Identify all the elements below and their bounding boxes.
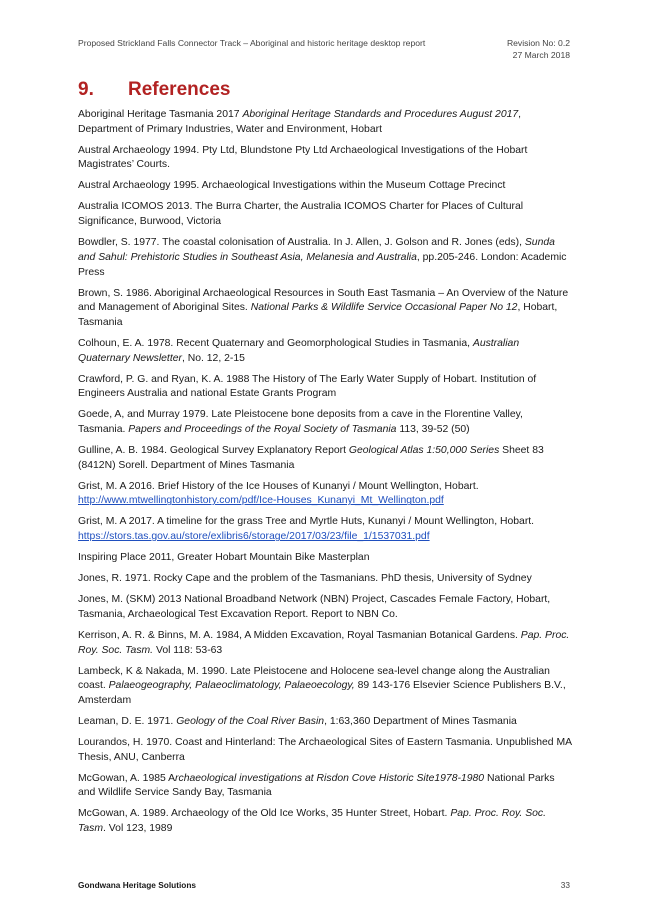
reference-entry	[78, 179, 572, 194]
reference-entry	[78, 629, 572, 658]
reference-text: National Parks and Wildlife Service Sandy Bay, Tasmania	[78, 772, 555, 799]
reference-entry	[78, 572, 572, 587]
reference-text: Australia ICOMOS 2013. The Burra Charter, the Australia ICOMOS Charter for Places of Cultural Significance, Burwood, Victoria	[78, 201, 524, 228]
reference-text: McGowan, A. 1985 A	[78, 772, 176, 784]
reference-text: , No. 12, 2-15	[181, 352, 245, 364]
reference-entry	[78, 287, 572, 331]
footer-company: Gondwana Heritage Solutions	[78, 880, 197, 890]
footer-page-number: 33	[560, 880, 570, 890]
reference-entry	[78, 373, 572, 402]
reference-italic-title: Pap. Proc. Roy. Soc. Tasm.	[78, 629, 570, 656]
reference-text: Austral Archaeology 1995. Archaeological Investigations within the Museum Cottage Precinct	[78, 180, 506, 192]
reference-text: Lourandos, H. 1970. Coast and Hinterland: The Archaeological Sites of Eastern Tasmania. Unpublished MA Thesis, ANU, Canberra	[78, 736, 572, 763]
reference-entry	[78, 236, 572, 280]
reference-text: Sheet 83 (8412N) Sorell. Department of Mines Tasmania	[78, 445, 544, 471]
reference-italic-title: Geology of the Coal River Basin	[176, 715, 325, 727]
reference-italic-title: Sunda and Sahul: Prehistoric Studies in Southeast Asia, Melanesia and Australia	[78, 237, 555, 263]
reference-text: Crawford, P. G. and Ryan, K. A. 1988 The History of The Early Water Supply of Hobart. Institution of Engineers Australia and national Estate Grants Program	[78, 373, 537, 400]
reference-text: Goede, A, and Murray 1979. Late Pleistocene bone deposits from a cave in the Florentine Valley, Tasmania.	[78, 409, 523, 436]
reference-link[interactable]: http://www.mtwellingtonhistory.com/pdf/Ice-Houses_Kunanyi_Mt_Wellington.pdf	[78, 495, 444, 507]
reference-entry	[78, 551, 572, 566]
reference-text: Grist, M. A 2016. Brief History of the Ice Houses of Kunanyi / Mount Wellington, Hobart.	[78, 480, 479, 492]
reference-text: , pp.205-246. London: Academic Press	[78, 251, 567, 278]
section-heading	[78, 79, 230, 101]
reference-text: . Vol 123, 1989	[103, 823, 173, 835]
reference-italic-title: Pap. Proc. Roy. Soc. Tasm	[78, 808, 546, 835]
section-title: References	[128, 79, 231, 100]
revision-number: Revision No: 0.2	[506, 38, 570, 48]
reference-entry	[78, 144, 572, 173]
reference-italic-title: rchaeological investigations at Risdon Cove Historic Site1978-1980	[175, 772, 485, 784]
reference-italic-title: Palaeogeography, Palaeoclimatology, Palaeoecology,	[108, 680, 355, 692]
reference-entry	[78, 807, 572, 836]
reference-text: Grist, M. A 2017. A timeline for the grass Tree and Myrtle Huts, Kunanyi / Mount Wellington, Hobart.	[78, 516, 535, 528]
reference-entry	[78, 736, 572, 765]
reference-entry	[78, 480, 572, 509]
reference-italic-title: National Parks & Wildlife Service Occasional Paper No 12	[250, 302, 518, 314]
section-number: 9.	[78, 79, 94, 100]
reference-link[interactable]: https://stors.tas.gov.au/store/exlibris6/storage/2017/03/23/file_1/1537031.pdf	[78, 531, 430, 543]
reference-entry	[78, 665, 572, 709]
reference-entry	[78, 715, 572, 730]
reference-text: Austral Archaeology 1994. Pty Ltd, Blundstone Pty Ltd Archaeological Investigations of the Hobart Magistrates’ Courts.	[78, 144, 528, 171]
reference-text: 113, 39-52 (50)	[396, 424, 470, 436]
reference-italic-title: Papers and Proceedings of the Royal Society of Tasmania	[128, 424, 397, 436]
reference-text: Jones, M. (SKM) 2013 National Broadband Network (NBN) Project, Cascades Female Factory, Hobart, Tasmania, Archaeological Test Excavation Report. Report to NBN Co.	[78, 594, 551, 620]
reference-entry	[78, 444, 572, 473]
reference-entry	[78, 515, 572, 544]
reference-text: Vol 118: 53-63	[153, 644, 223, 656]
reference-text: Aboriginal Heritage Tasmania 2017	[78, 109, 243, 120]
reference-text: Leaman, D. E. 1971.	[78, 715, 177, 727]
reference-text: Brown, S. 1986. Aboriginal Archaeological Resources in South East Tasmania – An Overview of the Nature and Management of Aboriginal Sites.	[78, 287, 569, 314]
reference-entry	[78, 772, 572, 801]
reference-entry	[78, 593, 572, 622]
header-title: Proposed Strickland Falls Connector Track – Aboriginal and historic heritage desktop report	[78, 38, 426, 48]
reference-text: Lambeck, K & Nakada, M. 1990. Late Pleistocene and Holocene sea-level change along the Australian coast.	[78, 665, 550, 692]
references-list	[78, 108, 572, 843]
reference-text: Bowdler, S. 1977. The coastal colonisation of Australia. In J. Allen, J. Golson and R. Jones (eds),	[78, 237, 525, 249]
reference-text: Inspiring Place 2011, Greater Hobart Mountain Bike Masterplan	[78, 552, 370, 564]
reference-italic-title: Australian Quaternary Newsletter	[78, 337, 520, 364]
revision-date: 27 March 2018	[512, 49, 570, 60]
reference-text: Gulline, A. B. 1984. Geological Survey Explanatory Report	[78, 445, 349, 457]
reference-entry	[78, 200, 572, 229]
reference-text: , 1:63,360 Department of Mines Tasmania	[324, 715, 517, 727]
reference-text: , Hobart, Tasmania	[78, 302, 558, 328]
reference-text: , Department of Primary Industries, Water and Environment, Hobart	[78, 109, 522, 135]
reference-italic-title: Geological Atlas 1:50,000 Series	[348, 445, 500, 457]
reference-text: Kerrison, A. R. & Binns, M. A. 1984, A Midden Excavation, Royal Tasmanian Botanical Gardens.	[78, 629, 521, 641]
header-revision-block	[507, 38, 570, 61]
reference-entry	[78, 337, 572, 366]
reference-entry	[78, 408, 572, 437]
reference-entry	[78, 108, 572, 137]
reference-text: McGowan, A. 1989. Archaeology of the Old Ice Works, 35 Hunter Street, Hobart.	[78, 808, 451, 820]
reference-italic-title: Aboriginal Heritage Standards and Procedures August 2017	[242, 109, 519, 120]
reference-text: Jones, R. 1971. Rocky Cape and the problem of the Tasmanians. PhD thesis, University of Sydney	[78, 573, 532, 585]
reference-text: Colhoun, E. A. 1978. Recent Quaternary and Geomorphological Studies in Tasmania,	[78, 337, 473, 349]
reference-text: 89 143-176 Elsevier Science Publishers B.V., Amsterdam	[78, 680, 566, 706]
